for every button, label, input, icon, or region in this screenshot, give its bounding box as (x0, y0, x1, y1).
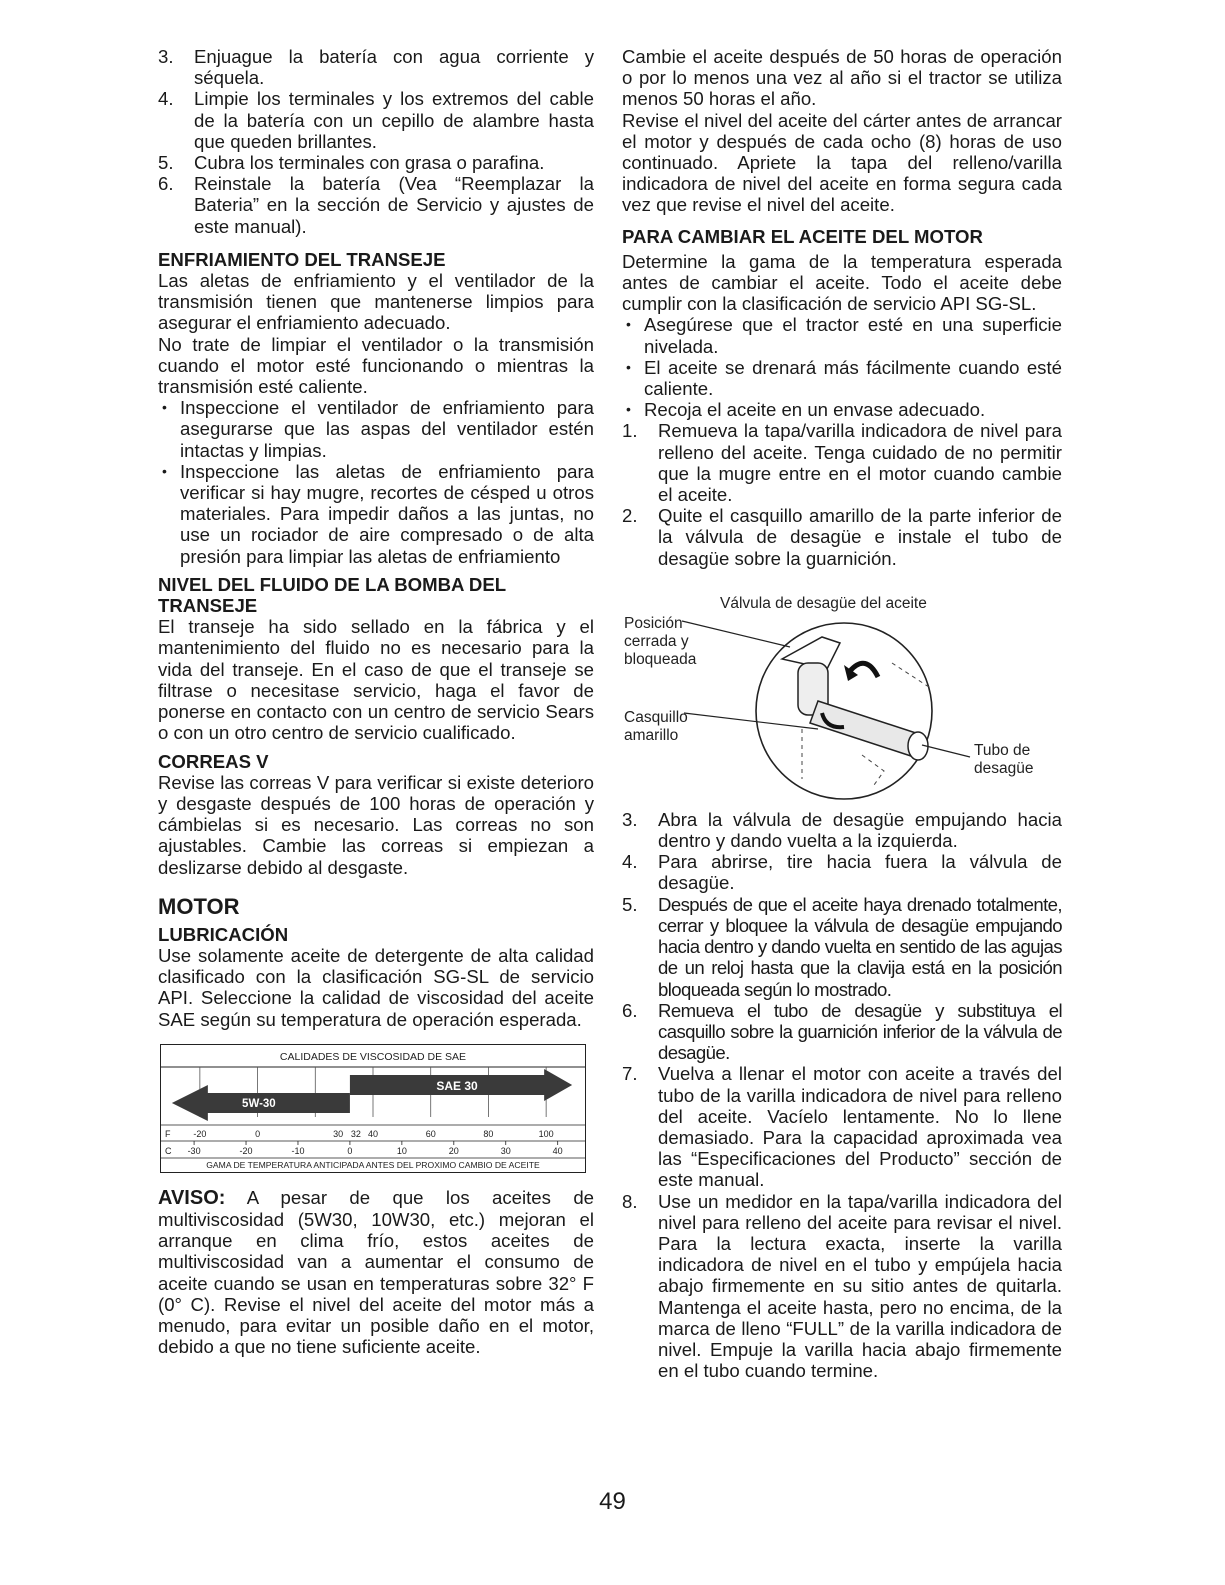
list-item: 6. Reinstale la batería (Vea “Reemplazar la Bateria” en la sección de Servicio y ajustes de este manual). (158, 173, 594, 237)
c-tick-label: -20 (239, 1145, 253, 1156)
transeje-bullets (158, 397, 594, 567)
fluido-paragraph: El transeje ha sido sellado en la fábrica y el mantenimiento del fluido no es necesario para la vida del transeje. En el caso de que el transeje se filtrase o necesitase servicio, haga el favor de ponerse en contacto con un centro de servicio Sears o con un otro centro de servicio cualificado. (158, 616, 594, 744)
chart-footer: GAMA DE TEMPERATURA ANTICIPADA ANTES DEL PROXIMO CAMBIO DE ACEITE (206, 1159, 540, 1170)
f-tick-label: 80 (483, 1128, 494, 1139)
list-item: 7. Vuelva a llenar el motor con aceite a través del tubo de la varilla indicadora de nivel para relleno del aceite. Vacíelo lentamente. No lo llene demasiado. Para la capacidad aproximada vea las “Especificaciones del Producto” sección de este manual. (622, 1063, 1062, 1191)
correas-heading: CORREAS V (158, 750, 269, 772)
aviso-label: AVISO: (158, 1186, 226, 1209)
lubricacion-paragraph: Use solamente aceite de detergente de alta calidad clasificado con la clasificación SG-SL de servicio API. Seleccione la calidad de viscosidad del aceite SAE según su temperatura de operación esperada. (158, 944, 594, 1030)
f-tick-label: 30 (333, 1128, 344, 1139)
intro-paragraph-2: Revise el nivel del aceite del cárter antes de arrancar el motor y después de cada ocho (8) horas de uso continuado. Apriete la tapa del relleno/varilla indicadora de nivel del aceite en forma segura cada vez que revise el nivel del aceite. (622, 109, 1062, 216)
list-item: • El aceite se drenará más fácilmente cuando esté caliente. (622, 357, 1062, 399)
list-item: 3. Enjuague la batería con agua corriente y séquela. (158, 46, 594, 89)
cambiar-paragraph: Determine la gama de la temperatura esperada antes de cambiar el aceite. Todo el aceite debe cumplir con la clasificación de servicio API SG-SL. (622, 250, 1062, 315)
battery-steps-list (158, 46, 594, 237)
c-tick-label: -30 (187, 1145, 201, 1156)
f-tick-label: -20 (193, 1128, 207, 1139)
drain-steps-list-a (622, 420, 1062, 568)
list-item: 3. Abra la válvula de desagüe empujando hacia dentro y dando vuelta a la izquierda. (622, 808, 1062, 852)
page-number: 49 (599, 1488, 626, 1515)
c-tick-label: 20 (448, 1145, 459, 1156)
list-item: 5. Después de que el aceite haya drenado totalmente, cerrar y bloquee la válvula de desagüe empujando hacia dentro y dando vuelta en sentido de las agujas de un reloj hasta que la clavija está en la posición bloqueada según lo mostrado. (622, 893, 1062, 1000)
right-column (622, 46, 1062, 1381)
transeje-heading: ENFRIAMIENTO DEL TRANSEJE (158, 248, 446, 270)
label-posicion: Posición cerrada y bloqueada (624, 614, 697, 668)
cambiar-heading: PARA CAMBIAR EL ACEITE DEL MOTOR (622, 225, 983, 247)
motor-heading: MOTOR (158, 893, 240, 919)
list-item: 6. Remueva el tubo de desagüe y substituya el casquillo sobre la guarnición inferior de la válvula de desagüe. (622, 999, 1062, 1064)
chart-title: CALIDADES DE VISCOSIDAD DE SAE (279, 1050, 467, 1063)
list-item: • Inspeccione el ventilador de enfriamiento para asegurarse que las aspas del ventilador estén intactas y limpias. (158, 397, 594, 461)
f-axis-unit: F (165, 1128, 171, 1139)
f-tick-label: 0 (255, 1128, 261, 1139)
correas-paragraph: Revise las correas V para verificar si existe deterioro y desgaste después de 100 horas de operación y cámbielas si es necesario. Las correas no son ajustables. Cambie las correas si empiezan a deslizarse debido al desgaste. (158, 771, 594, 878)
label-casquillo: Casquillo amarillo (624, 708, 688, 744)
list-item: • Asegúrese que el tractor esté en una superficie nivelada. (622, 314, 1062, 356)
drain-valve-diagram (622, 579, 1062, 801)
fluido-heading: NIVEL DEL FLUIDO DE LA BOMBA DEL TRANSEJE (158, 573, 506, 617)
valve-illustration (622, 579, 1062, 801)
viscosity-chart (160, 1044, 586, 1173)
intro-paragraph-1: Cambie el aceite después de 50 horas de operación o por lo menos una vez al año si el tractor se utiliza menos 50 horas el año. (622, 46, 1062, 110)
transeje-warning: No trate de limpiar el ventilador o la transmisión cuando el motor esté funcionando o mientras la transmisión esté caliente. (158, 333, 594, 398)
aviso-paragraph: AVISO: A pesar de que los aceites de multiviscosidad (5W30, 10W30, etc.) mejoran el arranque en clima frío, estos aceites de multiviscosidad van a aumentar el consumo de aceite cuando se usan en temperaturas sobre 32° F (0° C). Revise el nivel del aceite del motor más a menudo, para evitar un posible daño en el motor, debido a que no tiene suficiente aceite. (158, 1186, 594, 1358)
list-item: 4. Limpie los terminales y los extremos del cable de la batería con un cepillo de alambre hasta que queden brillantes. (158, 88, 594, 152)
label-tubo: Tubo de desagüe (974, 741, 1034, 777)
c-tick-label: 0 (347, 1145, 353, 1156)
list-item: • Recoja el aceite en un envase adecuado. (622, 399, 1062, 420)
f-tick-label: 100 (538, 1128, 554, 1139)
f-tick-label: 40 (367, 1128, 379, 1139)
c-tick-label: 10 (396, 1145, 407, 1156)
f-tick-label: 60 (425, 1128, 436, 1139)
left-column (158, 46, 594, 1357)
cambiar-bullets (622, 314, 1062, 420)
c-tick-label: 30 (500, 1145, 511, 1156)
list-item: 1. Remueva la tapa/varilla indicadora de nivel para relleno del aceite. Tenga cuidado de no permitir que la mugre entre en el motor cuando cambie el aceite. (622, 420, 1062, 506)
c-axis-unit: C (165, 1145, 172, 1156)
list-item: 8. Use un medidor en la tapa/varilla indicadora del nivel para relleno del aceite para revisar el nivel. Para la lectura exacta, inserte la varilla indicadora de nivel en el tubo y empújela hacia abajo firmemente en su sitio antes de quitarla. Mantenga el aceite hasta, pero no encima, de la marca de lleno “FULL” de la varilla indicadora de nivel. Empuje la varilla hacia abajo firmemente en el tubo cuando termine. (622, 1190, 1062, 1382)
list-item: • Inspeccione las aletas de enfriamiento para verificar si hay mugre, recortes de césped u otros materiales. Para impedir daños a las juntas, no use un rociador de aire compresado o de alta presión para limpiar las aletas de enfriamiento (158, 461, 594, 567)
f-tick-label: 32 (350, 1128, 361, 1139)
viscosity-chart-svg (161, 1045, 585, 1172)
diagram-title: Válvula de desagüe del aceite (720, 594, 927, 612)
c-tick-label: -10 (291, 1145, 305, 1156)
w530-label: 5W-30 (242, 1097, 276, 1110)
lubricacion-heading: LUBRICACIÓN (158, 923, 289, 945)
sae30-label: SAE 30 (436, 1078, 478, 1093)
list-item: 2. Quite el casquillo amarillo de la parte inferior de la válvula de desagüe e instale el tubo de desagüe sobre la guarnición. (622, 505, 1062, 569)
transeje-paragraph: Las aletas de enfriamiento y el ventilador de la transmisión tienen que mantenerse limpios para asegurar el enfriamiento adecuado. (158, 270, 594, 334)
c-tick-label: 40 (552, 1145, 563, 1156)
list-item: 4. Para abrirse, tire hacia fuera la válvula de desagüe. (622, 851, 1062, 894)
drain-steps-list-b (622, 809, 1062, 1381)
list-item: 5. Cubra los terminales con grasa o parafina. (158, 152, 545, 174)
